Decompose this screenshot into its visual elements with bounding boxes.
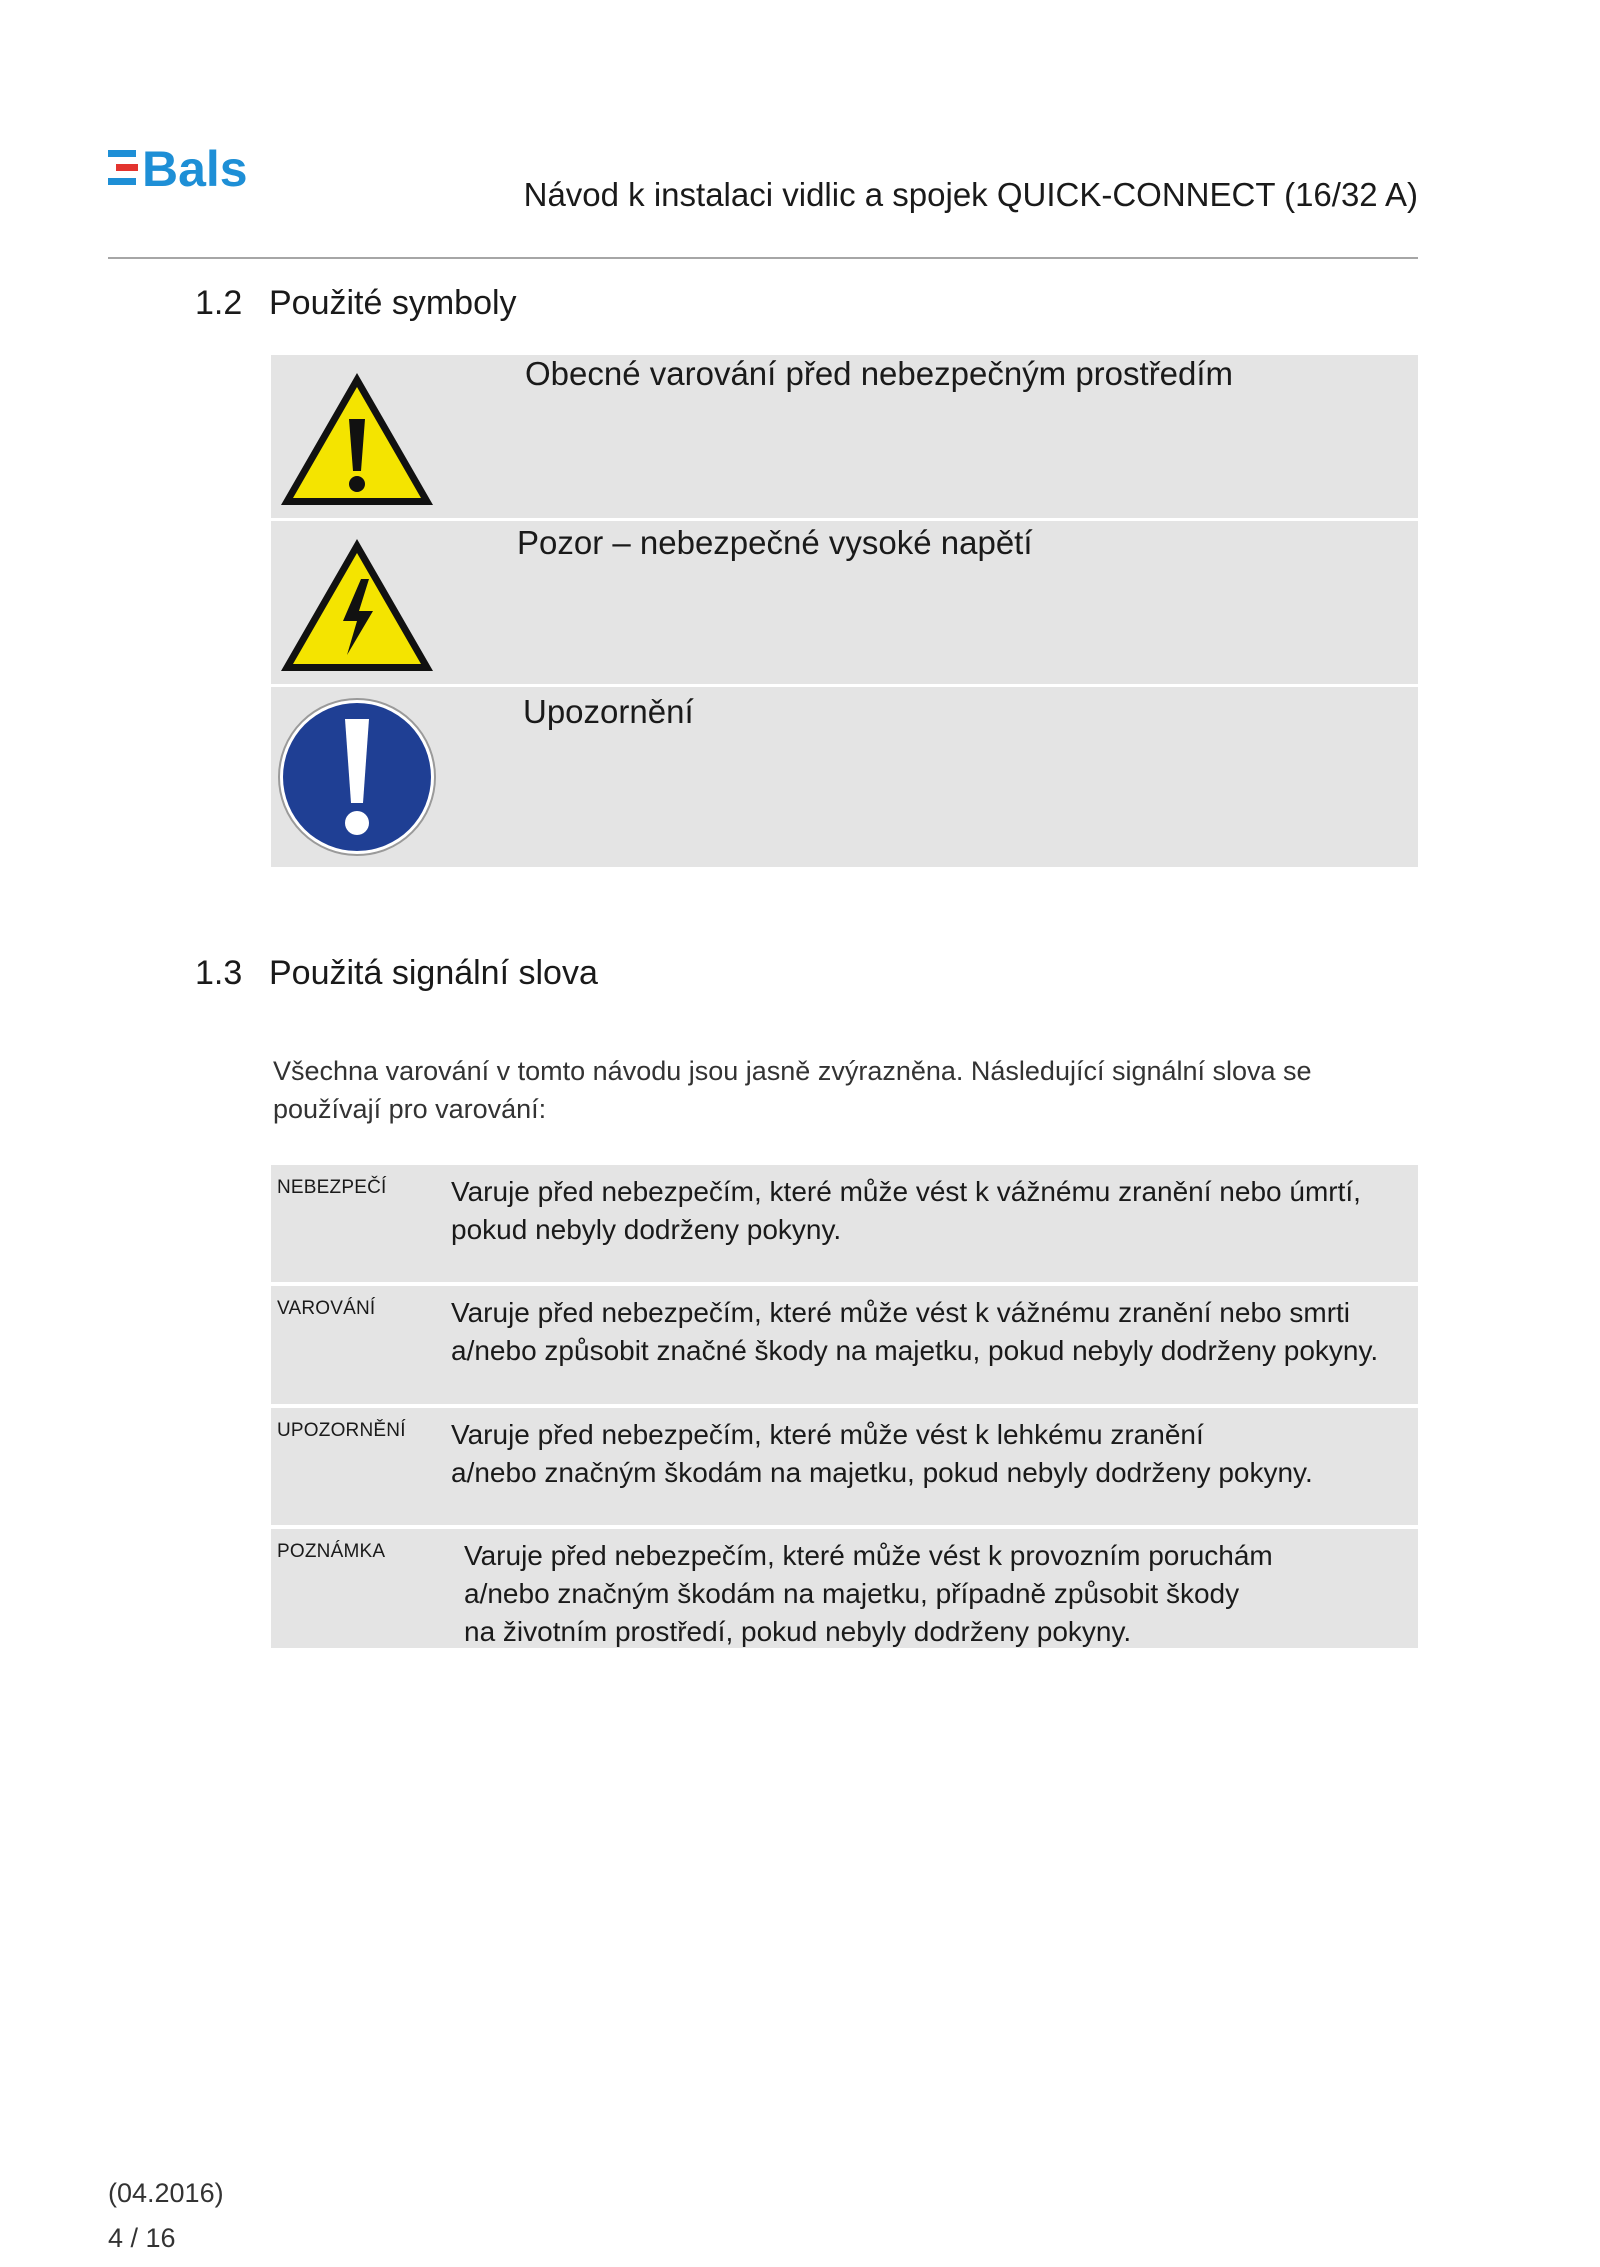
symbol-description: Obecné varování před nebezpečným prostředím <box>525 355 1234 392</box>
symbols-table <box>271 355 1418 867</box>
signal-word: POZNÁMKA <box>277 1541 386 1562</box>
signal-word: UPOZORNĚNÍ <box>277 1420 406 1441</box>
symbol-row <box>271 687 1418 867</box>
notice-exclamation-circle-icon <box>275 697 435 847</box>
section-heading-signal-words <box>195 954 598 993</box>
description-line: a/nebo značným škodám na majetku, případně způsobit škody <box>464 1578 1240 1609</box>
signal-word: NEBEZPEČÍ <box>277 1177 387 1198</box>
symbol-row <box>271 355 1418 521</box>
signal-row-upozorneni <box>271 1408 1418 1529</box>
header-divider <box>108 257 1418 259</box>
description-line: a/nebo značným škodám na majetku, pokud nebyly dodrženy pokyny. <box>451 1457 1313 1488</box>
signal-row-poznamka <box>271 1529 1418 1648</box>
description-line: Varuje před nebezpečím, které může vést k provozním poruchám <box>464 1540 1273 1571</box>
signal-description <box>464 1537 1424 1651</box>
symbol-description: Upozornění <box>523 693 694 730</box>
section-number: 1.3 <box>195 954 243 992</box>
section-title: Použité symboly <box>269 284 517 322</box>
high-voltage-triangle-icon <box>277 533 437 683</box>
symbol-row <box>271 521 1418 687</box>
section-number: 1.2 <box>195 284 243 322</box>
signal-row-varovani <box>271 1286 1418 1408</box>
description-line: Varuje před nebezpečím, které může vést k vážnému zranění nebo smrti <box>451 1297 1351 1328</box>
signal-words-table <box>271 1165 1418 1648</box>
intro-line: Všechna varování v tomto návodu jsou jasně zvýrazněna. Následující signální slova se <box>273 1056 1312 1086</box>
signal-word: VAROVÁNÍ <box>277 1298 376 1319</box>
page-number: 4 / 16 <box>108 2223 176 2253</box>
section-heading-symbols <box>195 284 517 323</box>
description-line: pokud nebyly dodrženy pokyny. <box>451 1214 842 1245</box>
document-title: Návod k instalaci vidlic a spojek QUICK-CONNECT (16/32 A) <box>523 176 1418 213</box>
description-line: Varuje před nebezpečím, které může vést k lehkému zranění <box>451 1419 1204 1450</box>
signal-row-nebezpeci <box>271 1165 1418 1286</box>
footer-date: (04.2016) <box>108 2178 224 2208</box>
bals-logo <box>108 146 328 196</box>
general-warning-triangle-icon <box>277 367 437 517</box>
description-line: Varuje před nebezpečím, které může vést k vážnému zranění nebo úmrtí, <box>451 1176 1361 1207</box>
svg-text:Bals: Bals <box>142 146 248 196</box>
section-title: Použitá signální slova <box>269 954 598 992</box>
signal-words-intro <box>273 1052 1393 1128</box>
signal-description <box>451 1173 1411 1249</box>
signal-description <box>451 1294 1411 1370</box>
signal-description <box>451 1416 1411 1492</box>
description-line: na životním prostředí, pokud nebyly dodrženy pokyny. <box>464 1616 1132 1647</box>
description-line: a/nebo způsobit značné škody na majetku, pokud nebyly dodrženy pokyny. <box>451 1335 1379 1366</box>
intro-line: používají pro varování: <box>273 1094 547 1124</box>
symbol-description: Pozor – nebezpečné vysoké napětí <box>517 524 1033 561</box>
